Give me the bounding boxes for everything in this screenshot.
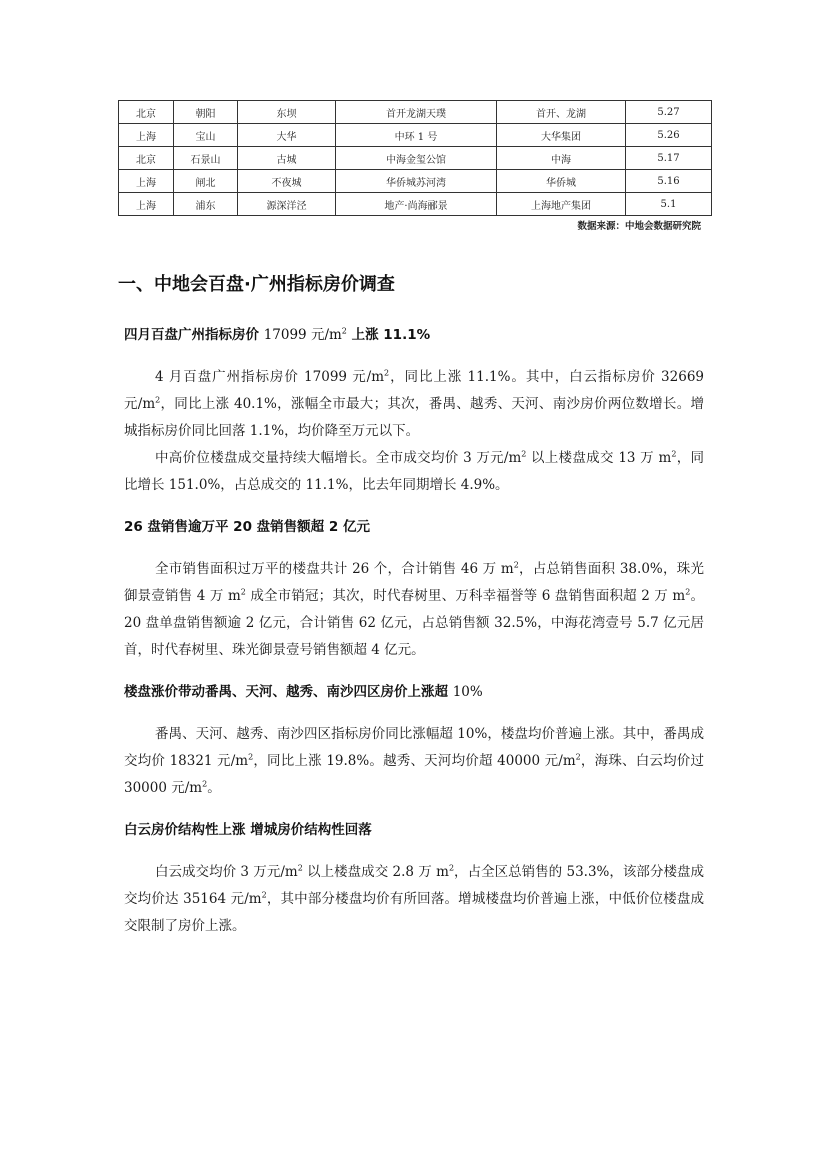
table-cell: 中海金玺公馆 (336, 147, 497, 170)
text-run: 。20 盘单盘销售额逾 2 亿元，合计销售 62 亿元，占总销售额 32.5%，中海花湾壹号 5.7 亿元居首，时代春树里、珠光御景壹号销售额超 4 亿元。 (124, 588, 705, 658)
body-paragraph (124, 721, 704, 802)
table-cell: 地产·尚海郦景 (336, 193, 497, 216)
table-cell: 上海 (119, 193, 174, 216)
text-run: 。 (207, 780, 221, 796)
table-cell: 古城 (238, 147, 336, 170)
table-row (119, 170, 712, 193)
table-cell: 不夜城 (238, 170, 336, 193)
superscript: 2 (155, 395, 161, 405)
text-run: 中高价位楼盘成交量持续大幅增长。全市成交均价 3 万元/m (155, 450, 522, 466)
subsection-heading (124, 682, 704, 702)
table-cell: 华侨城 (497, 170, 626, 193)
superscript: 2 (384, 368, 390, 378)
table-cell: 宝山 (174, 124, 238, 147)
text-run: ，海珠、白云均价过 30000 元/m (124, 753, 704, 796)
heading-text: 上涨 11.1% (346, 327, 431, 343)
table-cell: 东坝 (238, 101, 336, 124)
heading-figure: 17099 元/m (263, 327, 342, 343)
text-run: 4 月百盘广州指标房价 17099 元/m (155, 369, 385, 385)
body-paragraph (124, 364, 704, 445)
text-run: ，同比上涨 11.1%。其中，白云指标房价 32669 元/m (124, 369, 704, 412)
table-cell: 朝阳 (174, 101, 238, 124)
table-row (119, 124, 712, 147)
superscript: 2 (671, 449, 677, 459)
section-title: 一、中地会百盘·广州指标房价调查 (118, 274, 395, 295)
table-cell: 中环 1 号 (336, 124, 497, 147)
text-run: 成全市销冠；其次，时代春树里、万科幸福誉等 6 盘销售面积超 2 万 m (245, 588, 686, 604)
text-run: 白云成交均价 3 万元/m (155, 864, 298, 880)
superscript: 2 (521, 449, 527, 459)
text-run: ，同比增长 151.0%，占总成交的 11.1%，比去年同期增长 4.9%。 (124, 450, 705, 493)
data-source-note: 数据来源：中地会数据研究院 (577, 221, 701, 232)
table-cell: 华侨城苏河湾 (336, 170, 497, 193)
superscript: 2 (240, 587, 246, 597)
text-run: 以上楼盘成交 2.8 万 m (302, 864, 449, 880)
table-cell: 上海 (119, 124, 174, 147)
text-run: 以上楼盘成交 13 万 m (526, 450, 672, 466)
heading-figure: 10% (452, 684, 483, 700)
table-cell: 5.16 (626, 170, 712, 193)
table-cell: 浦东 (174, 193, 238, 216)
heading-text: 白云房价结构性上涨 增城房价结构性回落 (124, 822, 372, 838)
table-row (119, 193, 712, 216)
table-cell: 5.26 (626, 124, 712, 147)
table-cell: 石景山 (174, 147, 238, 170)
subsection-heading (124, 517, 704, 537)
superscript: 2 (685, 587, 691, 597)
body-paragraph (124, 556, 704, 664)
table-cell: 上海地产集团 (497, 193, 626, 216)
table-cell: 大华 (238, 124, 336, 147)
text-run: ，同比上涨 19.8%。越秀、天河均价超 40000 元/m (253, 753, 576, 769)
subsection-heading (124, 820, 704, 840)
table-cell: 5.27 (626, 101, 712, 124)
superscript: 2 (248, 752, 254, 762)
table-cell: 5.17 (626, 147, 712, 170)
table-cell: 闸北 (174, 170, 238, 193)
text-run: ，占总销售面积 38.0%，珠光御景壹销售 4 万 m (124, 561, 704, 604)
table-cell: 上海 (119, 170, 174, 193)
table-cell: 大华集团 (497, 124, 626, 147)
text-run: 番禺、天河、越秀、南沙四区指标房价同比涨幅超 10%，楼盘均价普遍上涨。其中，番禺成交均价 18321 元/m (124, 726, 704, 769)
heading-text: 26 盘销售逾万平 20 盘销售额超 2 亿元 (124, 519, 370, 535)
table-cell: 5.1 (626, 193, 712, 216)
superscript: 2 (575, 752, 581, 762)
table-cell: 源深洋泾 (238, 193, 336, 216)
superscript: 2 (202, 779, 208, 789)
table-row (119, 101, 712, 124)
subsection-heading (124, 325, 704, 345)
heading-text: 四月百盘广州指标房价 (124, 327, 264, 343)
table-cell: 北京 (119, 101, 174, 124)
project-ranking-table (118, 100, 712, 216)
table-cell: 中海 (497, 147, 626, 170)
superscript: 2 (297, 863, 303, 873)
body-paragraph (124, 445, 704, 499)
table-row (119, 147, 712, 170)
text-run: ，其中部分楼盘均价有所回落。增城楼盘均价普遍上涨，中低价位楼盘成交限制了房价上涨。 (124, 891, 705, 934)
article-body (124, 325, 704, 958)
table-body (119, 101, 712, 216)
table-cell: 首开龙湖天璞 (336, 101, 497, 124)
superscript: 2 (261, 890, 267, 900)
superscript: 2 (513, 560, 519, 570)
table-cell: 北京 (119, 147, 174, 170)
text-run: 全市销售面积过万平的楼盘共计 26 个，合计销售 46 万 m (155, 561, 514, 577)
body-paragraph (124, 859, 704, 940)
table-cell: 首开、龙湖 (497, 101, 626, 124)
text-run: ，占全区总销售的 53.3%，该部分楼盘成交均价达 35164 元/m (124, 864, 705, 907)
text-run: ，同比上涨 40.1%，涨幅全市最大；其次，番禺、越秀、天河、南沙房价两位数增长。增城指标房价同比回落 1.1%，均价降至万元以下。 (124, 396, 704, 439)
superscript: 2 (341, 326, 347, 336)
superscript: 2 (448, 863, 455, 873)
heading-text: 楼盘涨价带动番禺、天河、越秀、南沙四区房价上涨超 (124, 684, 453, 700)
